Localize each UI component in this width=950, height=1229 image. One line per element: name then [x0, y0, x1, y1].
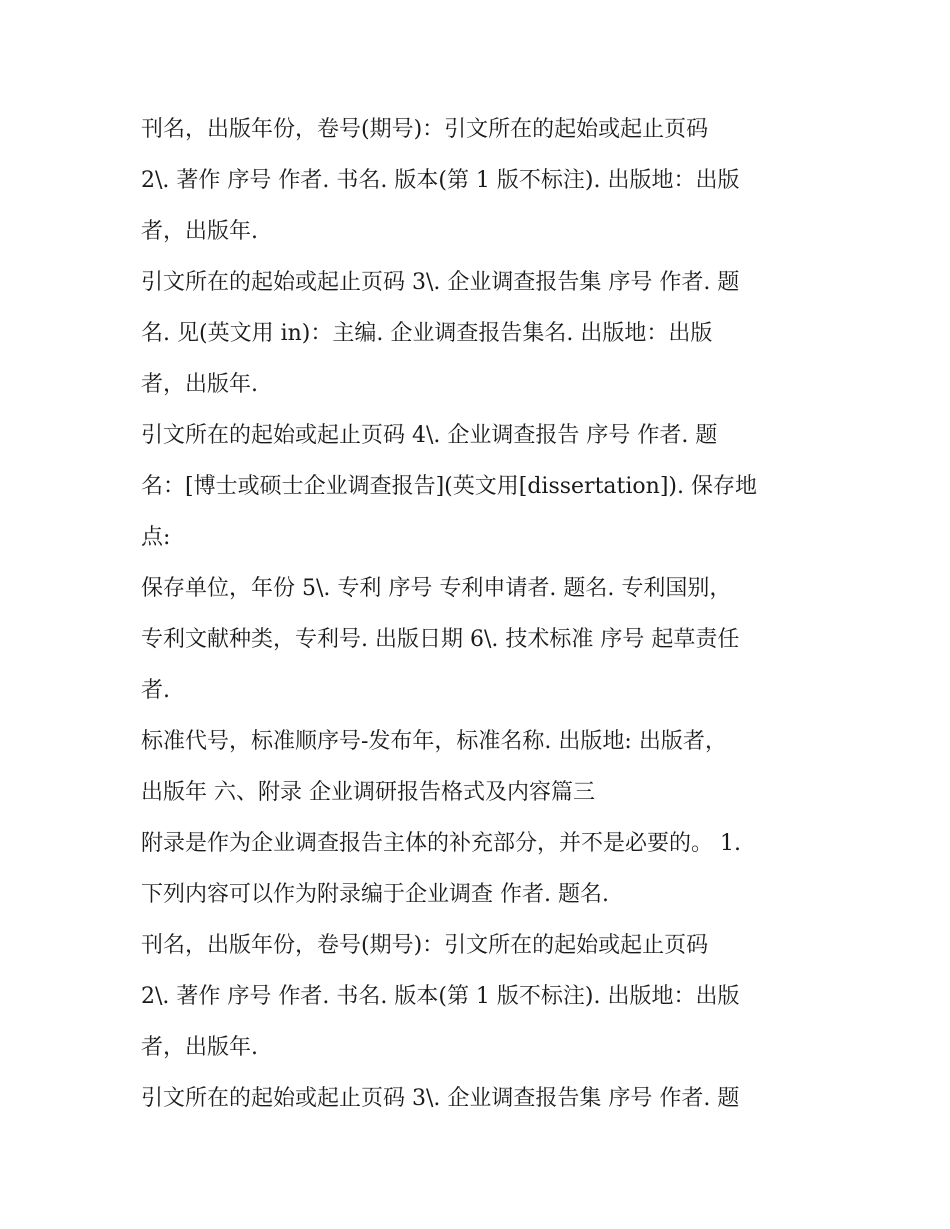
text-line: 名：[博士或硕士企业调查报告](英文用[dissertation]). 保存地: [141, 474, 757, 499]
text-line: 2\. 著作 序号 作者. 书名. 版本(第 1 版不标注). 出版地：出版: [141, 168, 740, 193]
text-line: 者，出版年.: [141, 1035, 258, 1060]
text-line: 出版年 六、附录 企业调研报告格式及内容篇三: [141, 780, 595, 805]
text-line: 附录是作为企业调查报告主体的补充部分，并不是必要的。 1.: [141, 831, 741, 856]
text-line: 下列内容可以作为附录编于企业调查 作者. 题名.: [141, 882, 609, 907]
text-line: 点:: [141, 525, 171, 550]
text-line: 引文所在的起始或起止页码 3\. 企业调查报告集 序号 作者. 题: [141, 270, 740, 295]
text-line: 刊名，出版年份，卷号(期号)：引文所在的起始或起止页码: [141, 117, 709, 142]
text-line: 2\. 著作 序号 作者. 书名. 版本(第 1 版不标注). 出版地：出版: [141, 984, 740, 1009]
text-line: 引文所在的起始或起止页码 4\. 企业调查报告 序号 作者. 题: [141, 423, 718, 448]
document-body: [141, 104, 831, 1124]
text-line: 者.: [141, 678, 170, 703]
text-line: 专利文献种类，专利号. 出版日期 6\. 技术标准 序号 起草责任: [141, 627, 740, 652]
text-line: 者，出版年.: [141, 219, 258, 244]
text-line: 刊名，出版年份，卷号(期号)：引文所在的起始或起止页码: [141, 933, 709, 958]
text-line: 标准代号，标准顺序号-发布年，标准名称. 出版地: 出版者，: [141, 729, 727, 754]
text-line: 保存单位，年份 5\. 专利 序号 专利申请者. 题名. 专利国别，: [141, 576, 732, 601]
text-line: 名. 见(英文用 in)：主编. 企业调查报告集名. 出版地：出版: [141, 321, 713, 346]
text-line: 引文所在的起始或起止页码 3\. 企业调查报告集 序号 作者. 题: [141, 1086, 740, 1111]
text-line: 者，出版年.: [141, 372, 258, 397]
